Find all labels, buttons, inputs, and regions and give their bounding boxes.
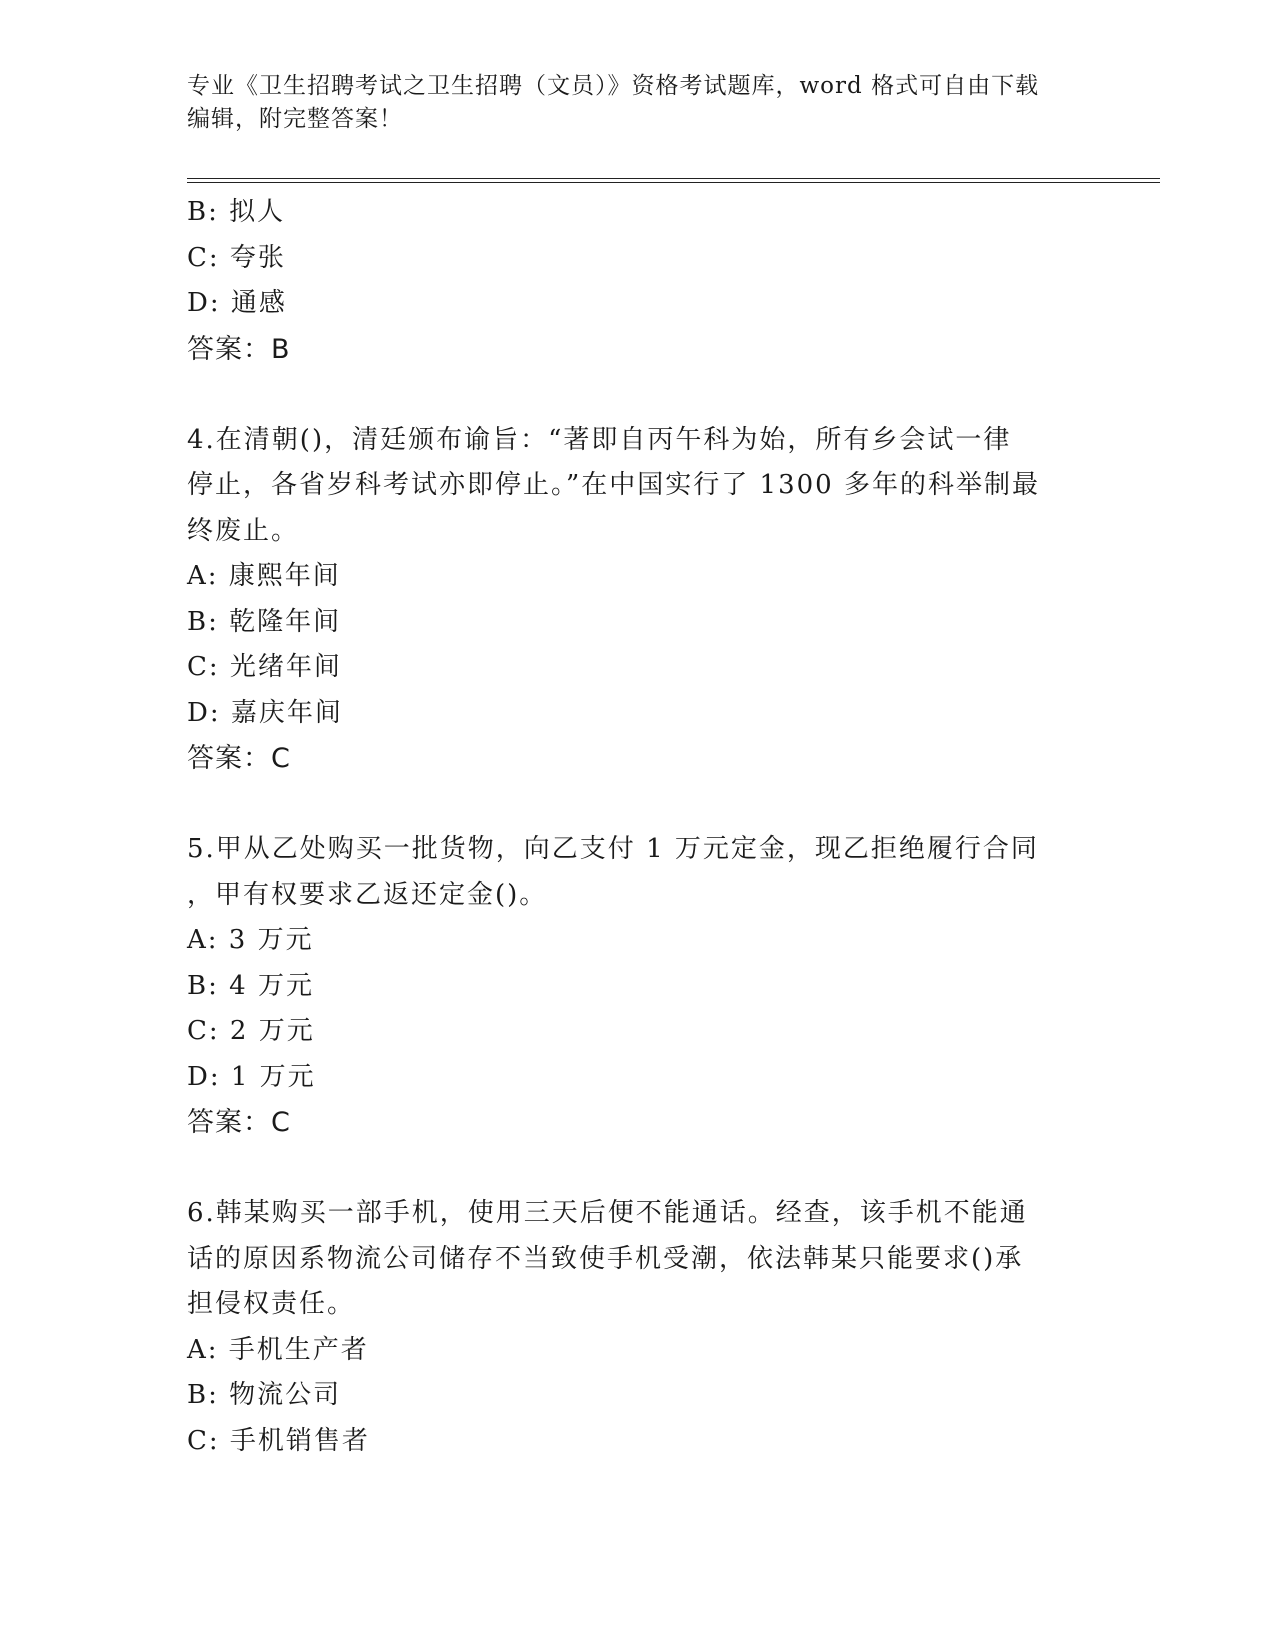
option-b: B: 物流公司	[187, 1380, 342, 1410]
spacer	[187, 1146, 1087, 1192]
document-header	[187, 70, 1087, 136]
option-a: A: 3 万元	[187, 925, 314, 955]
option-c: C: 夸张	[187, 242, 286, 273]
question-text-line: 话的原因系物流公司储存不当致使手机受潮，依法韩某只能要求()承	[187, 1243, 1024, 1274]
option-c: C: 光绪年间	[187, 652, 342, 682]
header-divider	[187, 178, 1160, 183]
option-d: D: 嘉庆年间	[187, 697, 343, 728]
answer: 答案：C	[187, 743, 291, 774]
option-b: B: 乾隆年间	[187, 606, 342, 637]
question-list	[187, 190, 1087, 1464]
option-c: C: 手机销售者	[187, 1425, 370, 1456]
question-text-line: 终废止。	[187, 515, 300, 546]
question-text-line: ，甲有权要求乙返还定金()。	[187, 879, 548, 910]
option-d: D: 1 万元	[187, 1061, 316, 1092]
question-4	[187, 418, 1087, 782]
question-text-line: 担侵权责任。	[187, 1289, 356, 1319]
spacer	[187, 372, 1087, 418]
option-b: B: 拟人	[187, 197, 286, 227]
option-c: C: 2 万元	[187, 1016, 315, 1046]
question-6	[187, 1191, 1087, 1464]
question-text-line: 停止，各省岁科考试亦即停止。”在中国实行了 1300 多年的科举制最	[187, 470, 1040, 500]
option-d: D: 通感	[187, 288, 287, 318]
question-text-line: 4.在清朝()，清廷颁布谕旨：“著即自丙午科为始，所有乡会试一律	[187, 424, 1012, 455]
question-5	[187, 827, 1087, 1146]
answer: 答案：B	[187, 333, 291, 365]
header-line-2: 编辑，附完整答案！	[187, 106, 403, 132]
spacer	[187, 782, 1087, 828]
option-a: A: 手机生产者	[187, 1334, 369, 1365]
option-a: A: 康熙年间	[187, 561, 341, 591]
header-line-1: 专业《卫生招聘考试之卫生招聘（文员）》资格考试题库，word 格式可自由下载	[187, 73, 1040, 99]
option-b: B: 4 万元	[187, 970, 314, 1001]
question-text-line: 6.韩某购买一部手机，使用三天后便不能通话。经查，该手机不能通	[187, 1198, 1028, 1228]
question-text-line: 5.甲从乙处购买一批货物，向乙支付 1 万元定金，现乙拒绝履行合同	[187, 834, 1039, 864]
answer: 答案：C	[187, 1107, 291, 1138]
question-3-tail	[187, 190, 1087, 372]
